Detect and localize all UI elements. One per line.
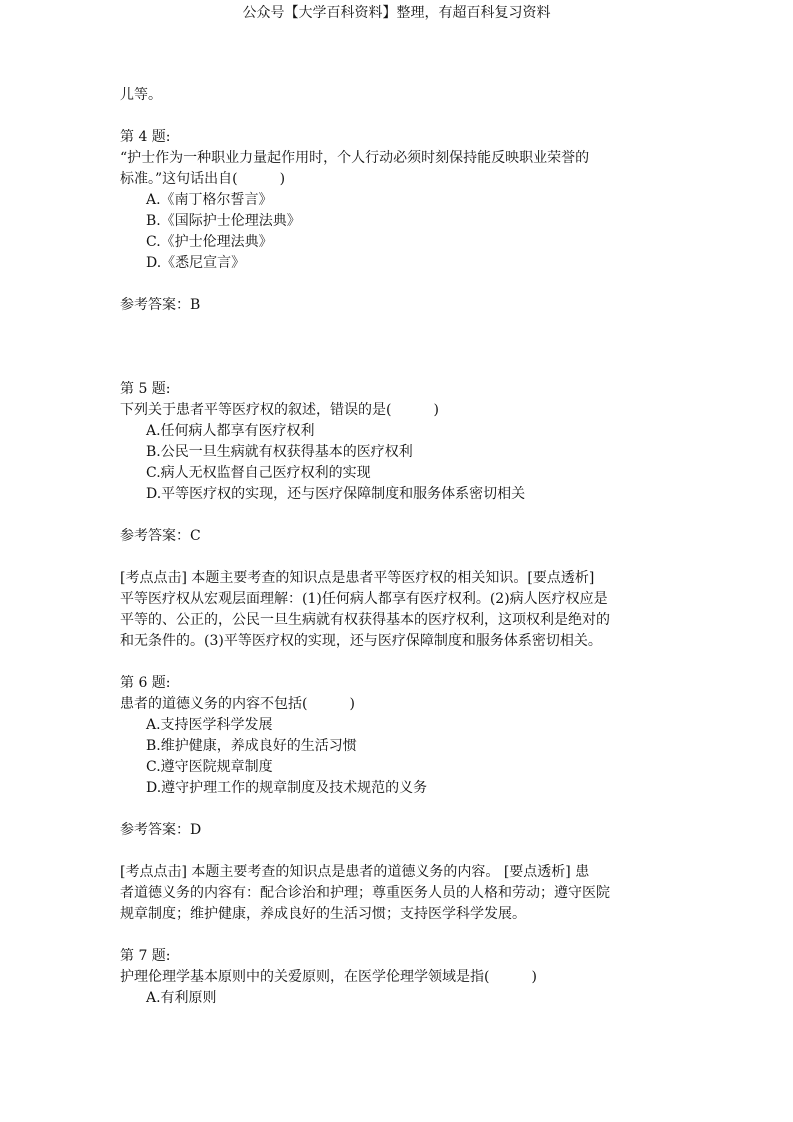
option-d: D.遵守护理工作的规章制度及技术规范的义务 bbox=[146, 780, 428, 796]
explanation-line: 平等医疗权从宏观层面理解：(1)任何病人都享有医疗权利。(2)病人医疗权应是 bbox=[120, 591, 608, 607]
answer: 参考答案：C bbox=[120, 528, 201, 544]
option-c: C.遵守医院规章制度 bbox=[146, 759, 273, 775]
answer: 参考答案：D bbox=[120, 822, 202, 838]
question-stem: 标准。”这句话出自( ) bbox=[120, 171, 286, 187]
question-stem: 下列关于患者平等医疗权的叙述，错误的是( ) bbox=[120, 402, 439, 418]
question-number: 第 5 题: bbox=[120, 381, 171, 397]
question-4 bbox=[120, 127, 680, 316]
option-c: C.《护士伦理法典》 bbox=[146, 234, 273, 250]
explanation-line: [考点点击] 本题主要考查的知识点是患者平等医疗权的相关知识。[要点透析] bbox=[120, 570, 595, 586]
option-b: B.《国际护士伦理法典》 bbox=[146, 213, 301, 229]
option-d: D.平等医疗权的实现，还与医疗保障制度和服务体系密切相关 bbox=[146, 486, 526, 502]
intro-tail: 儿等。 bbox=[120, 87, 162, 103]
question-stem: 患者的道德义务的内容不包括( ) bbox=[120, 696, 355, 712]
option-a: A.任何病人都享有医疗权利 bbox=[146, 423, 315, 439]
question-number: 第 7 题: bbox=[120, 948, 171, 964]
option-c: C.病人无权监督自己医疗权利的实现 bbox=[146, 465, 371, 481]
option-b: B.维护健康，养成良好的生活习惯 bbox=[146, 738, 357, 754]
question-7 bbox=[120, 946, 680, 1009]
option-a: A.有利原则 bbox=[146, 990, 217, 1006]
explanation-line: 和无条件的。(3)平等医疗权的实现，还与医疗保障制度和服务体系密切相关。 bbox=[120, 633, 602, 649]
option-a: A.支持医学科学发展 bbox=[146, 717, 273, 733]
question-number: 第 4 题: bbox=[120, 129, 171, 145]
explanation-line: [考点点击] 本题主要考查的知识点是患者的道德义务的内容。 [要点透析] 患 bbox=[120, 864, 590, 880]
question-5 bbox=[120, 379, 680, 652]
explanation-line: 规章制度；维护健康，养成良好的生活习惯；支持医学科学发展。 bbox=[120, 906, 526, 922]
question-number: 第 6 题: bbox=[120, 675, 171, 691]
document-body bbox=[120, 85, 680, 1009]
question-stem: 护理伦理学基本原则中的关爱原则，在医学伦理学领域是指( ) bbox=[120, 969, 537, 985]
option-b: B.公民一旦生病就有权获得基本的医疗权利 bbox=[146, 444, 413, 460]
question-stem: “护士作为一种职业力量起作用时，个人行动必须时刻保持能反映职业荣誉的 bbox=[120, 150, 590, 166]
answer: 参考答案：B bbox=[120, 297, 201, 313]
option-a: A.《南丁格尔誓言》 bbox=[146, 192, 273, 208]
question-6 bbox=[120, 673, 680, 925]
option-d: D.《悉尼宣言》 bbox=[146, 255, 246, 271]
page-header: 公众号【大学百科资料】整理，有超百科复习资料 bbox=[242, 5, 551, 21]
explanation-line: 者道德义务的内容有：配合诊治和护理；尊重医务人员的人格和劳动；遵守医院 bbox=[120, 885, 610, 901]
explanation-line: 平等的、公正的，公民一旦生病就有权获得基本的医疗权利，这项权利是绝对的 bbox=[120, 612, 610, 628]
